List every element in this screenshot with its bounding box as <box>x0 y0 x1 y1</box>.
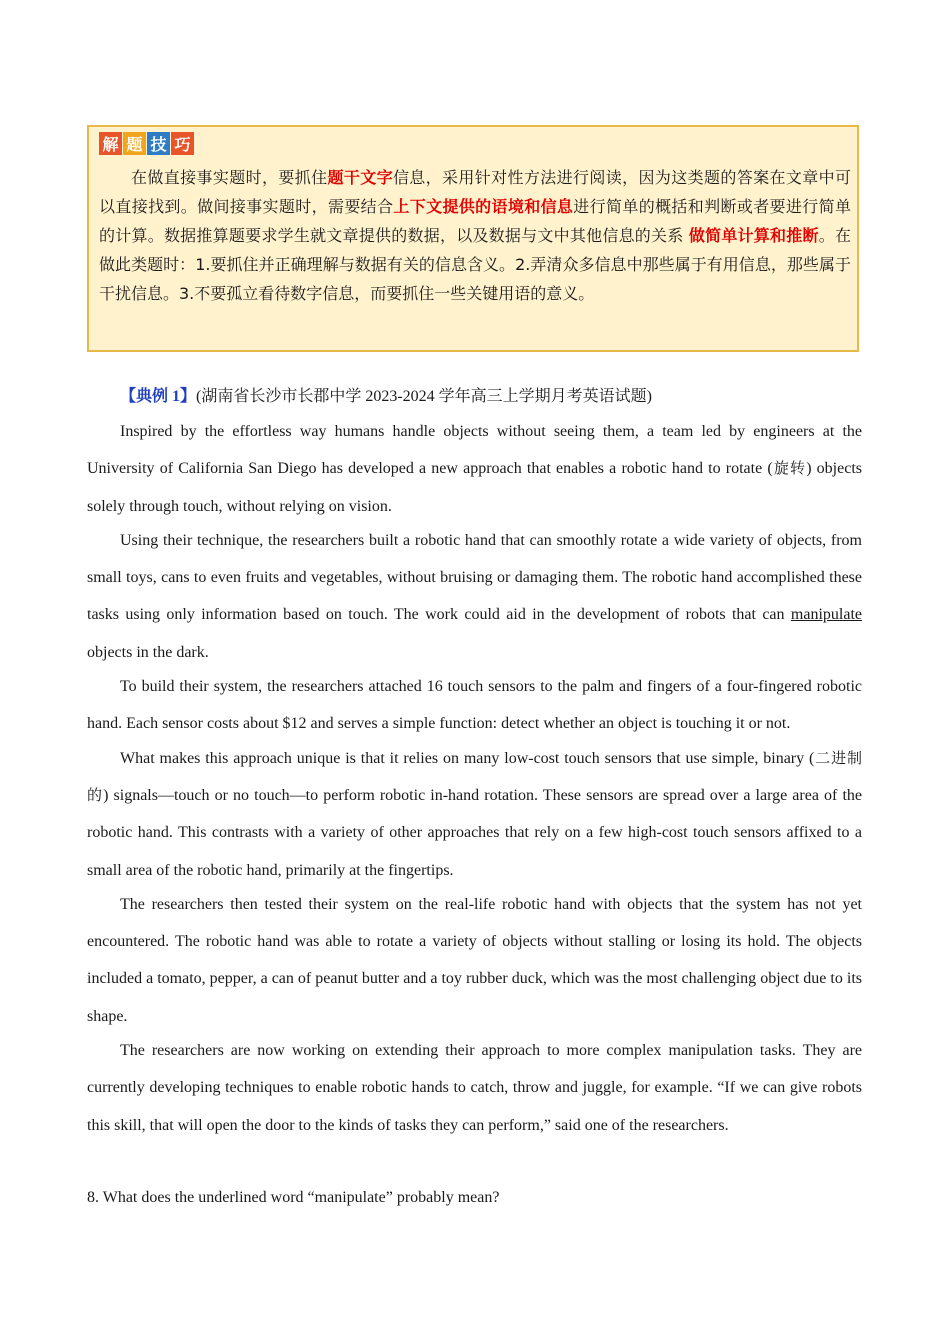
paragraph-text: ) objects solely through touch, without relying on vision. <box>87 460 862 515</box>
paragraph-text: Inspired by the effortless way humans handle objects without seeing them, a team led by engineers at the University of California San Diego has developed a new approach that enables a robotic hand to rotate ( <box>87 423 862 478</box>
article <box>87 413 862 1144</box>
tips-text <box>99 163 851 308</box>
article-paragraph <box>87 522 862 671</box>
tips-box <box>87 125 859 352</box>
tips-segment: 进行简单的概括和判断或者要进行简单的计算。数据推算题要求学生就文章提供的数据，以及数据与文中其他信息的关系 <box>99 197 851 245</box>
chinese-gloss: 二进制的 <box>87 748 862 804</box>
example-source <box>120 385 652 409</box>
paragraph-text: Using their technique, the researchers built a robotic hand that can smoothly rotate a wide variety of objects, from small toys, cans to even fruits and vegetables, without bruising or damaging them. The robotic hand accomplished these tasks using only information based on touch. The work could aid in the development of robots that can <box>87 531 862 624</box>
tips-badge: 技 <box>147 132 170 155</box>
tips-badges <box>99 132 194 155</box>
chinese-gloss: 旋转 <box>772 459 807 478</box>
tips-badge: 巧 <box>171 132 194 155</box>
article-paragraph <box>87 413 862 525</box>
paragraph-text: What makes this approach unique is that it relies on many low-cost touch sensors that use simple, binary ( <box>120 749 815 767</box>
article-paragraph: The researchers are now working on extending their approach to more complex manipulation tasks. They are currently developing techniques to enable robotic hands to catch, throw and juggle, for example. “If we can give robots this skill, that will open the door to the kinds of tasks they can perform,” said one of the researchers. <box>87 1042 862 1134</box>
paragraph-text: ) signals—touch or no touch—to perform robotic in-hand rotation. These sensors are spread over a large area of the robotic hand. This contrasts with a variety of other approaches that rely on a few high-cost touch sensors affixed to a small area of the robotic hand, primarily at the fingertips. <box>87 786 862 879</box>
paragraph-text: objects in the dark. <box>87 643 209 661</box>
underlined-word: manipulate <box>790 606 862 624</box>
article-paragraph <box>87 740 862 889</box>
tips-badge: 题 <box>123 132 146 155</box>
tips-highlight: 题干文字 <box>327 168 393 187</box>
article-paragraph: To build their system, the researchers attached 16 touch sensors to the palm and fingers of a four-fingered robotic hand. Each sensor costs about $12 and serves a simple function: detect whether an object is touching it or not. <box>87 678 862 733</box>
tips-segment: 。在做此类题时：1.要抓住并正确理解与数据有关的信息含义。2.弄清众多信息中那些属于有用信息，那些属于干扰信息。3.不要孤立看待数字信息，而要抓住一些关键用语的意义。 <box>99 226 851 303</box>
example-tag: 【典例 1】 <box>120 388 197 405</box>
tips-highlight: 做简单计算和推断 <box>688 226 819 245</box>
article-paragraph: The researchers then tested their system on the real-life robotic hand with objects that the system has not yet encountered. The robotic hand was able to rotate a variety of objects without stalling or losing its hold. The objects included a tomato, pepper, a can of peanut butter and a toy rubber duck, which was the most challenging object due to its shape. <box>87 895 862 1025</box>
example-source-text: (湖南省长沙市长郡中学 2023-2024 学年高三上学期月考英语试题) <box>196 388 653 405</box>
tips-segment: 在做直接事实题时，要抓住 <box>131 168 328 187</box>
tips-badge: 解 <box>99 132 122 155</box>
question-8: 8. What does the underlined word “manipulate” probably mean? <box>87 1189 500 1206</box>
tips-highlight: 上下文提供的语境和信息 <box>393 197 574 216</box>
tips-segment: 信息，采用针对性方法进行阅读，因为这类题的答案在文章中可以直接找到。做间接事实题时，需要结合 <box>99 168 851 216</box>
